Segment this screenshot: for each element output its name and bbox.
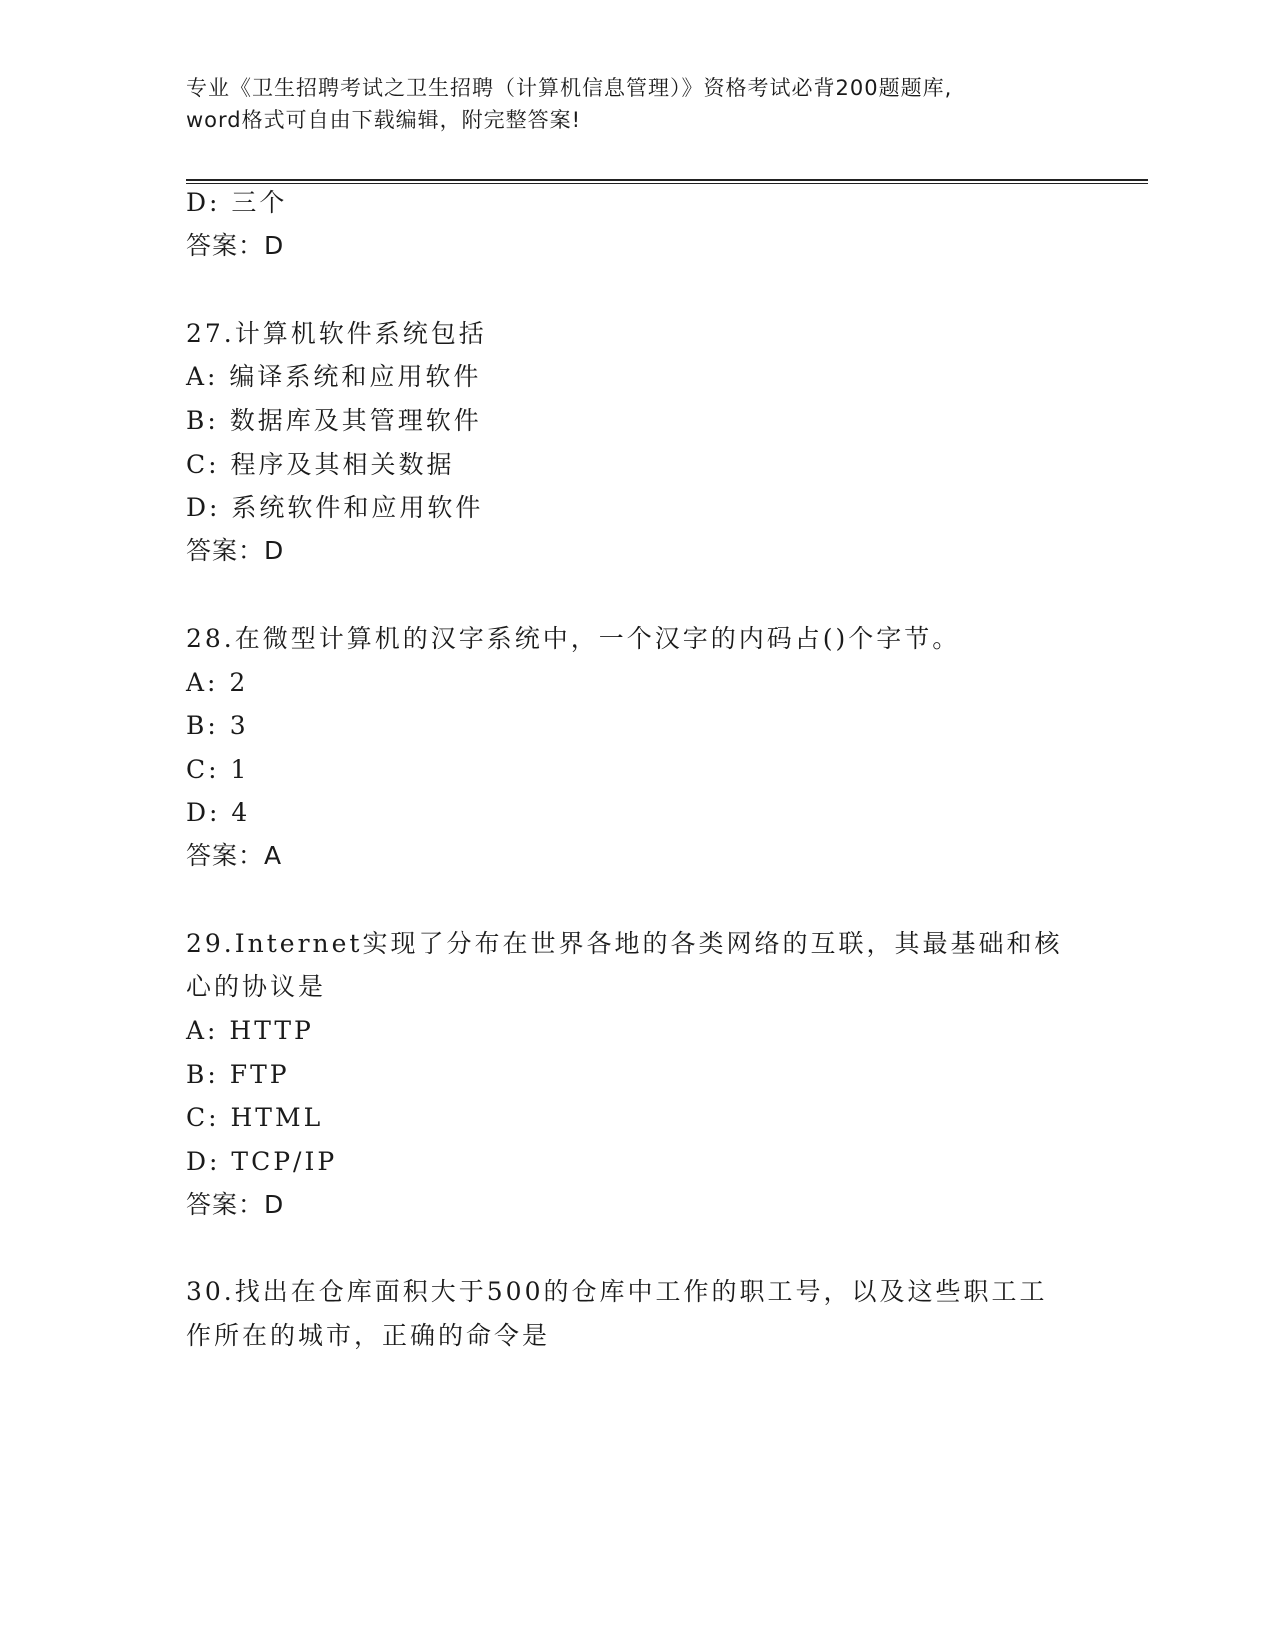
q28-stem: 28.在微型计算机的汉字系统中，一个汉字的内码占()个字节。 xyxy=(186,624,961,653)
prev-option-d: D: 三个 xyxy=(186,188,288,217)
header-title-line-1: 专业《卫生招聘考试之卫生招聘（计算机信息管理）》资格考试必背200题题库, xyxy=(186,76,953,100)
q27-option-b: B: 数据库及其管理软件 xyxy=(186,406,482,435)
header-title-line-2: word格式可自由下载编辑，附完整答案! xyxy=(186,108,582,132)
q27-answer: 答案：D xyxy=(186,536,285,565)
prev-answer: 答案：D xyxy=(186,231,285,260)
q29-stem-line-1: 29.Internet实现了分布在世界各地的各类网络的互联，其最基础和核 xyxy=(186,929,1063,958)
q29-option-c: C: HTML xyxy=(186,1103,324,1132)
q29-option-d: D: TCP/IP xyxy=(186,1147,338,1176)
q30-stem-line-2: 作所在的城市，正确的命令是 xyxy=(186,1321,551,1350)
q30-stem-line-1: 30.找出在仓库面积大于500的仓库中工作的职工号，以及这些职工工 xyxy=(186,1277,1048,1306)
q29-answer: 答案：D xyxy=(186,1190,285,1219)
q27-stem: 27.计算机软件系统包括 xyxy=(186,319,487,348)
q28-option-d: D: 4 xyxy=(186,798,251,827)
q29-option-a: A: HTTP xyxy=(186,1016,314,1045)
q28-option-c: C: 1 xyxy=(186,755,250,784)
document-header xyxy=(186,72,1086,136)
q28-answer: 答案：A xyxy=(186,841,283,870)
q28-option-a: A: 2 xyxy=(186,668,249,697)
q28-option-b: B: 3 xyxy=(186,711,249,740)
q27-option-c: C: 程序及其相关数据 xyxy=(186,450,455,479)
q29-stem-line-2: 心的协议是 xyxy=(186,972,327,1001)
q29-option-b: B: FTP xyxy=(186,1060,290,1089)
q27-option-d: D: 系统软件和应用软件 xyxy=(186,493,484,522)
q27-option-a: A: 编译系统和应用软件 xyxy=(186,362,482,391)
header-divider xyxy=(186,179,1148,184)
